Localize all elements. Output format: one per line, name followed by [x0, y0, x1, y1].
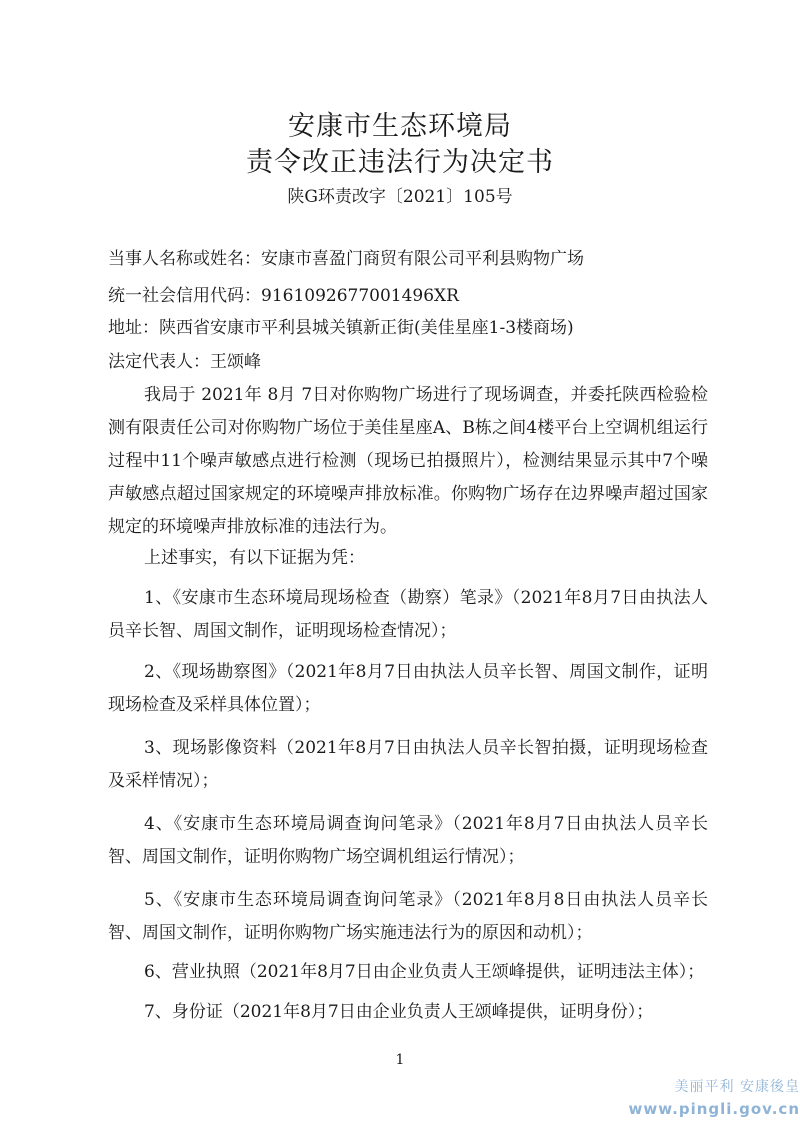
- document-number: 陕G环责改字〔2021〕105号: [287, 187, 513, 207]
- watermark-url: www.pingli.gov.cn: [628, 1100, 800, 1118]
- party-address: 地址：陕西省安康市平利县城关镇新正街(美佳星座1-3楼商场): [108, 318, 574, 338]
- evidence-item-1: 1、《安康市生态环境局现场检查（勘察）笔录》（2021年8月7日由执法人员辛长智、周国文制作，证明现场检查情况）；: [108, 588, 708, 641]
- page-number: 1: [395, 1052, 405, 1068]
- facts-paragraph: 我局于 2021年 8月 7日对你购物广场进行了现场调查，并委托陕西检验检测有限责任公司对你购物广场位于美佳星座A、B栋之间4楼平台上空调机组运行过程中11个噪声敏感点进行检测（现场已拍摄照片），检测结果显示其中7个噪声敏感点超过国家规定的环境噪声排放标准。你购物广场存在边界噪声超过国家规定的环境噪声排放标准的违法行为。: [108, 385, 708, 537]
- party-name: 当事人名称或姓名：安康市喜盈门商贸有限公司平利县购物广场: [108, 249, 584, 269]
- evidence-item-4: 4、《安康市生态环境局调查询问笔录》（2021年8月7日由执法人员辛长智、周国文制作，证明你购物广场空调机组运行情况）；: [108, 814, 708, 867]
- evidence-item-6: 6、营业执照（2021年8月7日由企业负责人王颂峰提供，证明违法主体）；: [144, 962, 705, 982]
- evidence-item-5: 5、《安康市生态环境局调查询问笔录》（2021年8月8日由执法人员辛长智、周国文制作，证明你购物广场实施违法行为的原因和动机）；: [108, 890, 708, 943]
- site-watermark: [600, 1076, 800, 1120]
- evidence-item-7: 7、身份证（2021年8月7日由企业负责人王颂峰提供，证明身份）；: [144, 1002, 654, 1022]
- evidence-intro: 上述事实，有以下证据为凭：: [144, 548, 365, 568]
- evidence-item-3: 3、现场影像资料（2021年8月7日由执法人员辛长智拍摄，证明现场检查及采样情况）；: [108, 738, 708, 791]
- watermark-slogan: 美丽平利 安康後皇: [674, 1079, 800, 1095]
- issuer-title: 安康市生态环境局: [288, 111, 512, 142]
- legal-representative: 法定代表人：王颂峰: [108, 352, 261, 372]
- document-title: 责令改正违法行为决定书: [246, 147, 554, 178]
- evidence-item-2: 2、《现场勘察图》（2021年8月7日由执法人员辛长智、周国文制作，证明现场检查及采样具体位置）；: [108, 662, 708, 715]
- credit-code: 统一社会信用代码：9161092677001496XR: [108, 286, 459, 306]
